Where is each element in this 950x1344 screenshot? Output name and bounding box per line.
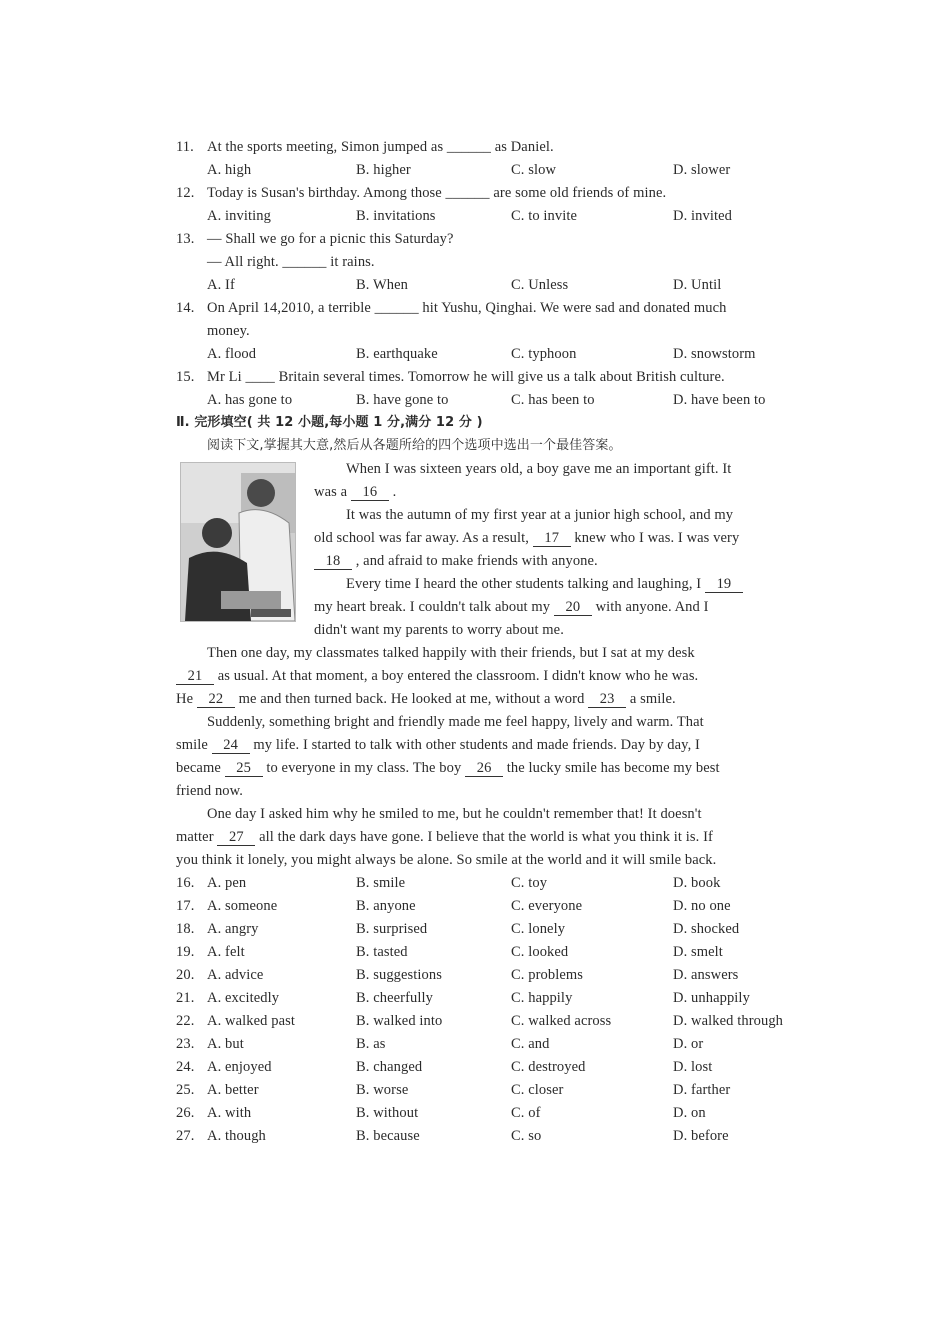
option-a[interactable]: A. advice: [207, 967, 264, 983]
question-number: 23.: [176, 1036, 195, 1052]
answer-row: [176, 1126, 836, 1146]
passage-text: Then one day, my classmates talked happily with their friends, but I sat at my desk: [207, 645, 695, 661]
option-b[interactable]: B. cheerfully: [356, 990, 433, 1006]
passage-text: When I was sixteen years old, a boy gave me an important gift. It: [346, 461, 732, 477]
option-a[interactable]: A. though: [207, 1128, 266, 1144]
blank-21[interactable]: 21: [176, 668, 214, 685]
option-c[interactable]: C. problems: [511, 967, 583, 983]
question-number: 26.: [176, 1105, 195, 1121]
option-a[interactable]: A. but: [207, 1036, 244, 1052]
answer-row: [176, 1080, 836, 1100]
option-d[interactable]: D. have been to: [673, 392, 766, 408]
question-stem: Today is Susan's birthday. Among those ______ are some old friends of mine.: [207, 185, 667, 201]
passage-line: [207, 643, 695, 663]
blank-20[interactable]: 20: [554, 599, 592, 616]
option-d[interactable]: D. no one: [673, 898, 731, 914]
option-d[interactable]: D. smelt: [673, 944, 723, 960]
answer-row: [176, 988, 836, 1008]
passage-text: a smile.: [626, 691, 676, 707]
option-d[interactable]: D. lost: [673, 1059, 713, 1075]
option-c[interactable]: C. so: [511, 1128, 542, 1144]
passage-text: He: [176, 691, 197, 707]
option-a[interactable]: A. enjoyed: [207, 1059, 272, 1075]
answer-row: [176, 919, 836, 939]
option-d[interactable]: D. on: [673, 1105, 706, 1121]
option-a[interactable]: A. walked past: [207, 1013, 295, 1029]
option-a[interactable]: A. pen: [207, 875, 247, 891]
option-b[interactable]: B. earthquake: [356, 346, 438, 362]
option-c[interactable]: C. happily: [511, 990, 573, 1006]
passage-text: all the dark days have gone. I believe that the world is what you think it is. If: [255, 829, 713, 845]
option-d[interactable]: D. slower: [673, 162, 731, 178]
answer-row: [176, 965, 836, 985]
passage-text: One day I asked him why he smiled to me, but he couldn't remember that! It doesn't: [207, 806, 702, 822]
option-b[interactable]: B. invitations: [356, 208, 436, 224]
passage-line: [314, 482, 396, 502]
passage-line: [314, 551, 598, 571]
passage-line: [176, 827, 713, 847]
blank-24[interactable]: 24: [212, 737, 250, 754]
passage-text: smile: [176, 737, 212, 753]
photo-illustration: [181, 463, 295, 621]
option-b[interactable]: B. worse: [356, 1082, 409, 1098]
question-number: 18.: [176, 921, 195, 937]
option-b[interactable]: B. have gone to: [356, 392, 449, 408]
question-number: 25.: [176, 1082, 195, 1098]
option-d[interactable]: D. shocked: [673, 921, 740, 937]
question-number: 15.: [176, 369, 195, 385]
question-stem: Mr Li ____ Britain several times. Tomorrow he will give us a talk about British culture.: [207, 369, 725, 385]
passage-line: [176, 850, 716, 870]
blank-25[interactable]: 25: [225, 760, 263, 777]
option-b[interactable]: B. as: [356, 1036, 386, 1052]
question-number: 13.: [176, 231, 195, 247]
question-14: [176, 298, 727, 318]
passage-text: , and afraid to make friends with anyone.: [352, 553, 598, 569]
option-c[interactable]: C. everyone: [511, 898, 583, 914]
option-d[interactable]: D. Until: [673, 277, 722, 293]
option-d[interactable]: D. book: [673, 875, 721, 891]
passage-line: [314, 620, 564, 640]
passage-text: old school was far away. As a result,: [314, 530, 533, 546]
passage-line: [207, 712, 704, 732]
question-number: 24.: [176, 1059, 195, 1075]
question-number: 12.: [176, 185, 195, 201]
option-c[interactable]: C. lonely: [511, 921, 566, 937]
passage-text: the lucky smile has become my best: [503, 760, 720, 776]
question-number: 11.: [176, 139, 194, 155]
option-a[interactable]: A. with: [207, 1105, 252, 1121]
passage-text: as usual. At that moment, a boy entered the classroom. I didn't know who he was.: [214, 668, 699, 684]
option-c[interactable]: C. toy: [511, 875, 548, 891]
option-a[interactable]: A. high: [207, 162, 252, 178]
option-c[interactable]: C. closer: [511, 1082, 564, 1098]
option-b[interactable]: B. changed: [356, 1059, 423, 1075]
answer-row: [176, 1103, 836, 1123]
question-number: 22.: [176, 1013, 195, 1029]
blank-16[interactable]: 16: [351, 484, 389, 501]
option-a[interactable]: A. angry: [207, 921, 259, 937]
option-a[interactable]: A. has gone to: [207, 392, 293, 408]
passage-text: Every time I heard the other students talking and laughing, I: [346, 576, 705, 592]
question-13: [176, 229, 454, 249]
passage-text: me and then turned back. He looked at me, without a word: [234, 691, 589, 707]
passage-line: [176, 689, 676, 709]
option-a[interactable]: A. felt: [207, 944, 245, 960]
answer-row: [176, 896, 836, 916]
question-number: 17.: [176, 898, 195, 914]
option-d[interactable]: D. unhappily: [673, 990, 750, 1006]
question-14-stem2: money.: [207, 323, 250, 339]
question-11: [176, 137, 554, 157]
option-c[interactable]: C. of: [511, 1105, 541, 1121]
answer-row: [176, 1034, 836, 1054]
passage-text: became: [176, 760, 225, 776]
passage-line: [314, 528, 739, 548]
option-d[interactable]: D. answers: [673, 967, 739, 983]
option-d[interactable]: D. walked through: [673, 1013, 784, 1029]
option-b[interactable]: B. suggestions: [356, 967, 442, 983]
passage-line: [314, 597, 709, 617]
option-c[interactable]: C. Unless: [511, 277, 569, 293]
option-d[interactable]: D. farther: [673, 1082, 731, 1098]
blank-26[interactable]: 26: [465, 760, 503, 777]
answer-row: [176, 942, 836, 962]
question-number: 20.: [176, 967, 195, 983]
blank-22[interactable]: 22: [197, 691, 235, 708]
passage-text: to everyone in my class. The boy: [262, 760, 466, 776]
answer-row: [176, 1057, 836, 1077]
passage-line: [207, 804, 702, 824]
passage-line: [346, 459, 731, 479]
option-a[interactable]: A. someone: [207, 898, 278, 914]
option-c[interactable]: C. destroyed: [511, 1059, 586, 1075]
option-a[interactable]: A. excitedly: [207, 990, 280, 1006]
answer-row: [176, 873, 836, 893]
option-b[interactable]: B. When: [356, 277, 408, 293]
option-b[interactable]: B. walked into: [356, 1013, 443, 1029]
blank-23[interactable]: 23: [588, 691, 626, 708]
option-d[interactable]: D. snowstorm: [673, 346, 756, 362]
question-15: [176, 367, 725, 387]
option-c[interactable]: C. has been to: [511, 392, 595, 408]
passage-line: [176, 781, 243, 801]
option-c[interactable]: C. walked across: [511, 1013, 612, 1029]
passage-line: [176, 666, 698, 686]
passage-text: was a: [314, 484, 351, 500]
option-c[interactable]: C. and: [511, 1036, 550, 1052]
option-b[interactable]: B. anyone: [356, 898, 416, 914]
option-b[interactable]: B. without: [356, 1105, 419, 1121]
option-b[interactable]: B. higher: [356, 162, 411, 178]
passage-text: Suddenly, something bright and friendly made me feel happy, lively and warm. That: [207, 714, 704, 730]
photo-two-boys-image: [180, 462, 296, 622]
passage-text: friend now.: [176, 783, 244, 799]
passage-line: [176, 735, 700, 755]
passage-text: matter: [176, 829, 218, 845]
passage-line: [176, 758, 720, 778]
question-number: 19.: [176, 944, 195, 960]
question-number: 27.: [176, 1128, 195, 1144]
option-c[interactable]: C. looked: [511, 944, 569, 960]
section-instruction: 阅读下文,掌握其大意,然后从各题所给的四个选项中选出一个最佳答案。: [207, 438, 622, 453]
option-c[interactable]: C. to invite: [511, 208, 578, 224]
question-number: 16.: [176, 875, 195, 891]
blank-27[interactable]: 27: [217, 829, 255, 846]
option-d[interactable]: D. before: [673, 1128, 729, 1144]
option-b[interactable]: B. surprised: [356, 921, 428, 937]
question-number: 21.: [176, 990, 195, 1006]
passage-text: didn't want my parents to worry about me.: [314, 622, 564, 638]
passage-text: .: [388, 484, 397, 500]
option-a[interactable]: A. If: [207, 277, 235, 293]
question-number: 14.: [176, 300, 195, 316]
option-a[interactable]: A. inviting: [207, 208, 271, 224]
passage-text: knew who I was. I was very: [570, 530, 740, 546]
answer-row: [176, 1011, 836, 1031]
question-12: [176, 183, 667, 203]
blank-18[interactable]: 18: [314, 553, 352, 570]
option-b[interactable]: B. smile: [356, 875, 406, 891]
passage-line: [346, 574, 743, 594]
blank-17[interactable]: 17: [533, 530, 571, 547]
option-a[interactable]: A. better: [207, 1082, 259, 1098]
passage-text: my heart break. I couldn't talk about my: [314, 599, 554, 615]
question-stem: At the sports meeting, Simon jumped as ______ as Daniel.: [207, 139, 554, 155]
passage-text: with anyone. And I: [591, 599, 709, 615]
question-stem: — Shall we go for a picnic this Saturday?: [207, 231, 454, 247]
passage-text: you think it lonely, you might always be alone. So smile at the world and it will smile back.: [176, 852, 717, 868]
question-stem: On April 14,2010, a terrible ______ hit Yushu, Qinghai. We were sad and donated much: [207, 300, 727, 316]
passage-line: [346, 505, 733, 525]
passage-text: It was the autumn of my first year at a junior high school, and my: [346, 507, 734, 523]
option-a[interactable]: A. flood: [207, 346, 257, 362]
option-d[interactable]: D. invited: [673, 208, 732, 224]
blank-19[interactable]: 19: [705, 576, 743, 593]
question-13-stem2: — All right. ______ it rains.: [207, 254, 375, 270]
option-d[interactable]: D. or: [673, 1036, 704, 1052]
passage-text: my life. I started to talk with other students and made friends. Day by day, I: [249, 737, 700, 753]
option-c[interactable]: C. slow: [511, 162, 557, 178]
option-b[interactable]: B. tasted: [356, 944, 408, 960]
option-b[interactable]: B. because: [356, 1128, 420, 1144]
option-c[interactable]: C. typhoon: [511, 346, 577, 362]
section-title: Ⅱ. 完形填空( 共 12 小题,每小题 1 分,满分 12 分 ): [176, 415, 483, 430]
